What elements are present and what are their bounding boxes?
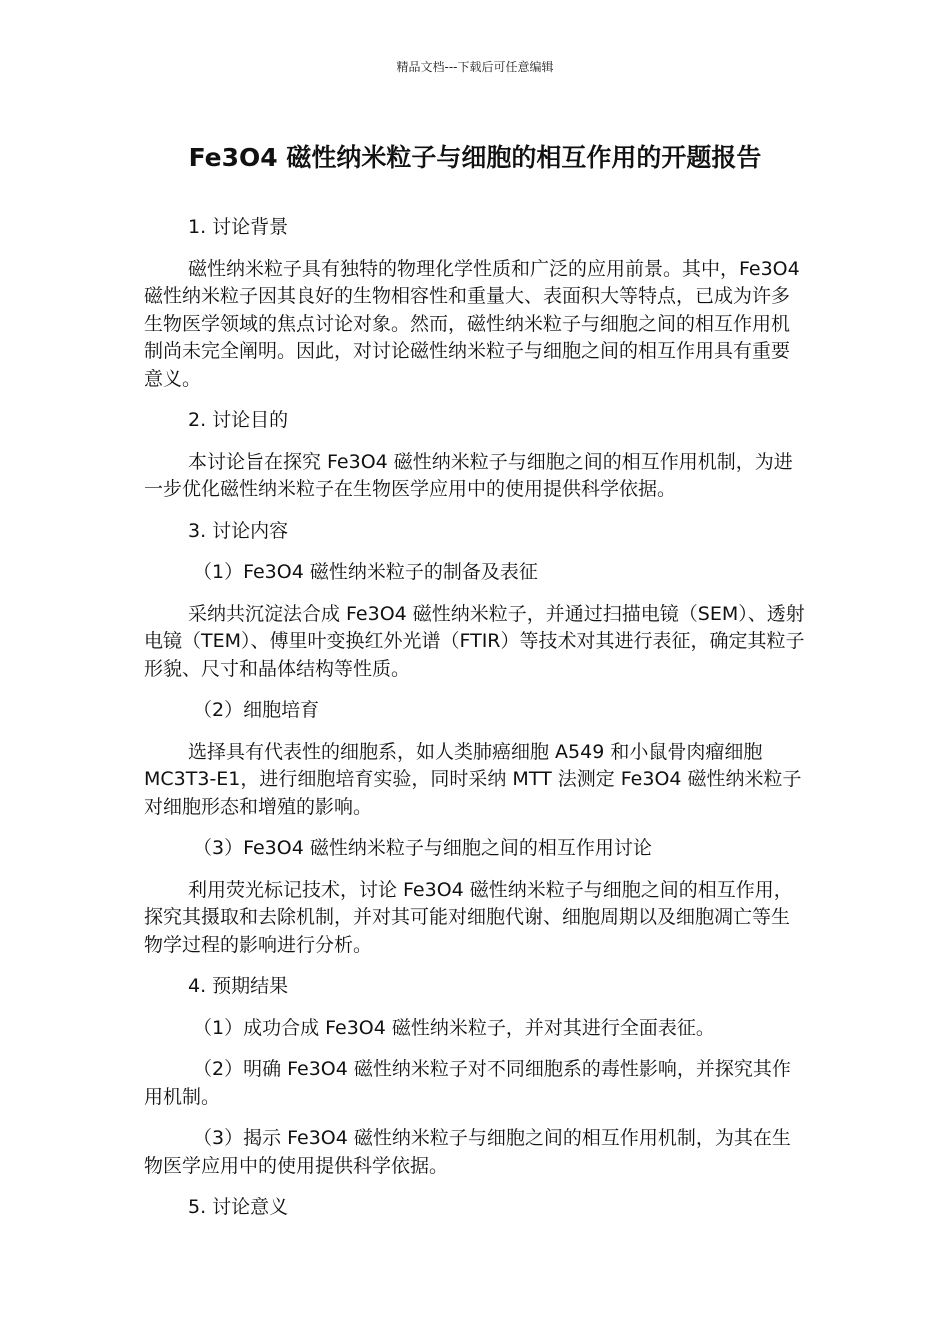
section-heading-content: 3. 讨论内容 (188, 519, 289, 542)
section-heading-background: 1. 讨论背景 (188, 216, 289, 238)
section-heading-purpose: 2. 讨论目的 (188, 409, 289, 431)
paragraph-cell-culture: 选择具有代表性的细胞系，如人类肺癌细胞 A549 和小鼠骨肉瘤细胞 MC3T3-E1，进行细胞培育实验，同时采纳 MTT 法测定 Fe3O4 磁性纳米粒子对细胞形态和增殖的影响。 (144, 740, 802, 818)
subheading-cell-culture: （2）细胞培育 (193, 699, 320, 721)
section-heading-significance: 5. 讨论意义 (188, 1196, 289, 1218)
section-heading-expected-results: 4. 预期结果 (188, 975, 289, 997)
page-header: 精品文档---下载后可任意编辑 (396, 60, 554, 74)
paragraph-interaction: 利用荧光标记技术，讨论 Fe3O4 磁性纳米粒子与细胞之间的相互作用，探究其摄取和去除机制，并对其可能对细胞代谢、细胞周期以及细胞凋亡等生物学过程的影响进行分析。 (144, 878, 793, 956)
result-item-2: （2）明确 Fe3O4 磁性纳米粒子对不同细胞系的毒性影响，并探究其作用机制。 (144, 1058, 791, 1108)
subheading-preparation: （1）Fe3O4 磁性纳米粒子的制备及表征 (193, 561, 538, 583)
document-title: Fe3O4 磁性纳米粒子与细胞的相互作用的开题报告 (188, 143, 762, 172)
subheading-interaction: （3）Fe3O4 磁性纳米粒子与细胞之间的相互作用讨论 (193, 837, 652, 859)
paragraph-preparation: 采纳共沉淀法合成 Fe3O4 磁性纳米粒子，并通过扫描电镜（SEM）、透射电镜（TEM）、傅里叶变换红外光谱（FTIR）等技术对其进行表征，确定其粒子形貌、尺寸和晶体结构等性质。 (144, 602, 805, 680)
paragraph-purpose: 本讨论旨在探究 Fe3O4 磁性纳米粒子与细胞之间的相互作用机制，为进一步优化磁性纳米粒子在生物医学应用中的使用提供科学依据。 (144, 450, 793, 500)
document-body (144, 214, 808, 1236)
paragraph-background: 磁性纳米粒子具有独特的物理化学性质和广泛的应用前景。其中，Fe3O4 磁性纳米粒子因其良好的生物相容性和重量大、表面积大等特点，已成为许多生物医学领域的焦点讨论对象。然而，磁性纳米粒子与细胞之间的相互作用机制尚未完全阐明。因此，对讨论磁性纳米粒子与细胞之间的相互作用具有重要意义。 (144, 257, 800, 390)
result-item-1: （1）成功合成 Fe3O4 磁性纳米粒子，并对其进行全面表征。 (193, 1016, 715, 1039)
result-item-3: （3）揭示 Fe3O4 磁性纳米粒子与细胞之间的相互作用机制，为其在生物医学应用中的使用提供科学依据。 (144, 1127, 791, 1177)
